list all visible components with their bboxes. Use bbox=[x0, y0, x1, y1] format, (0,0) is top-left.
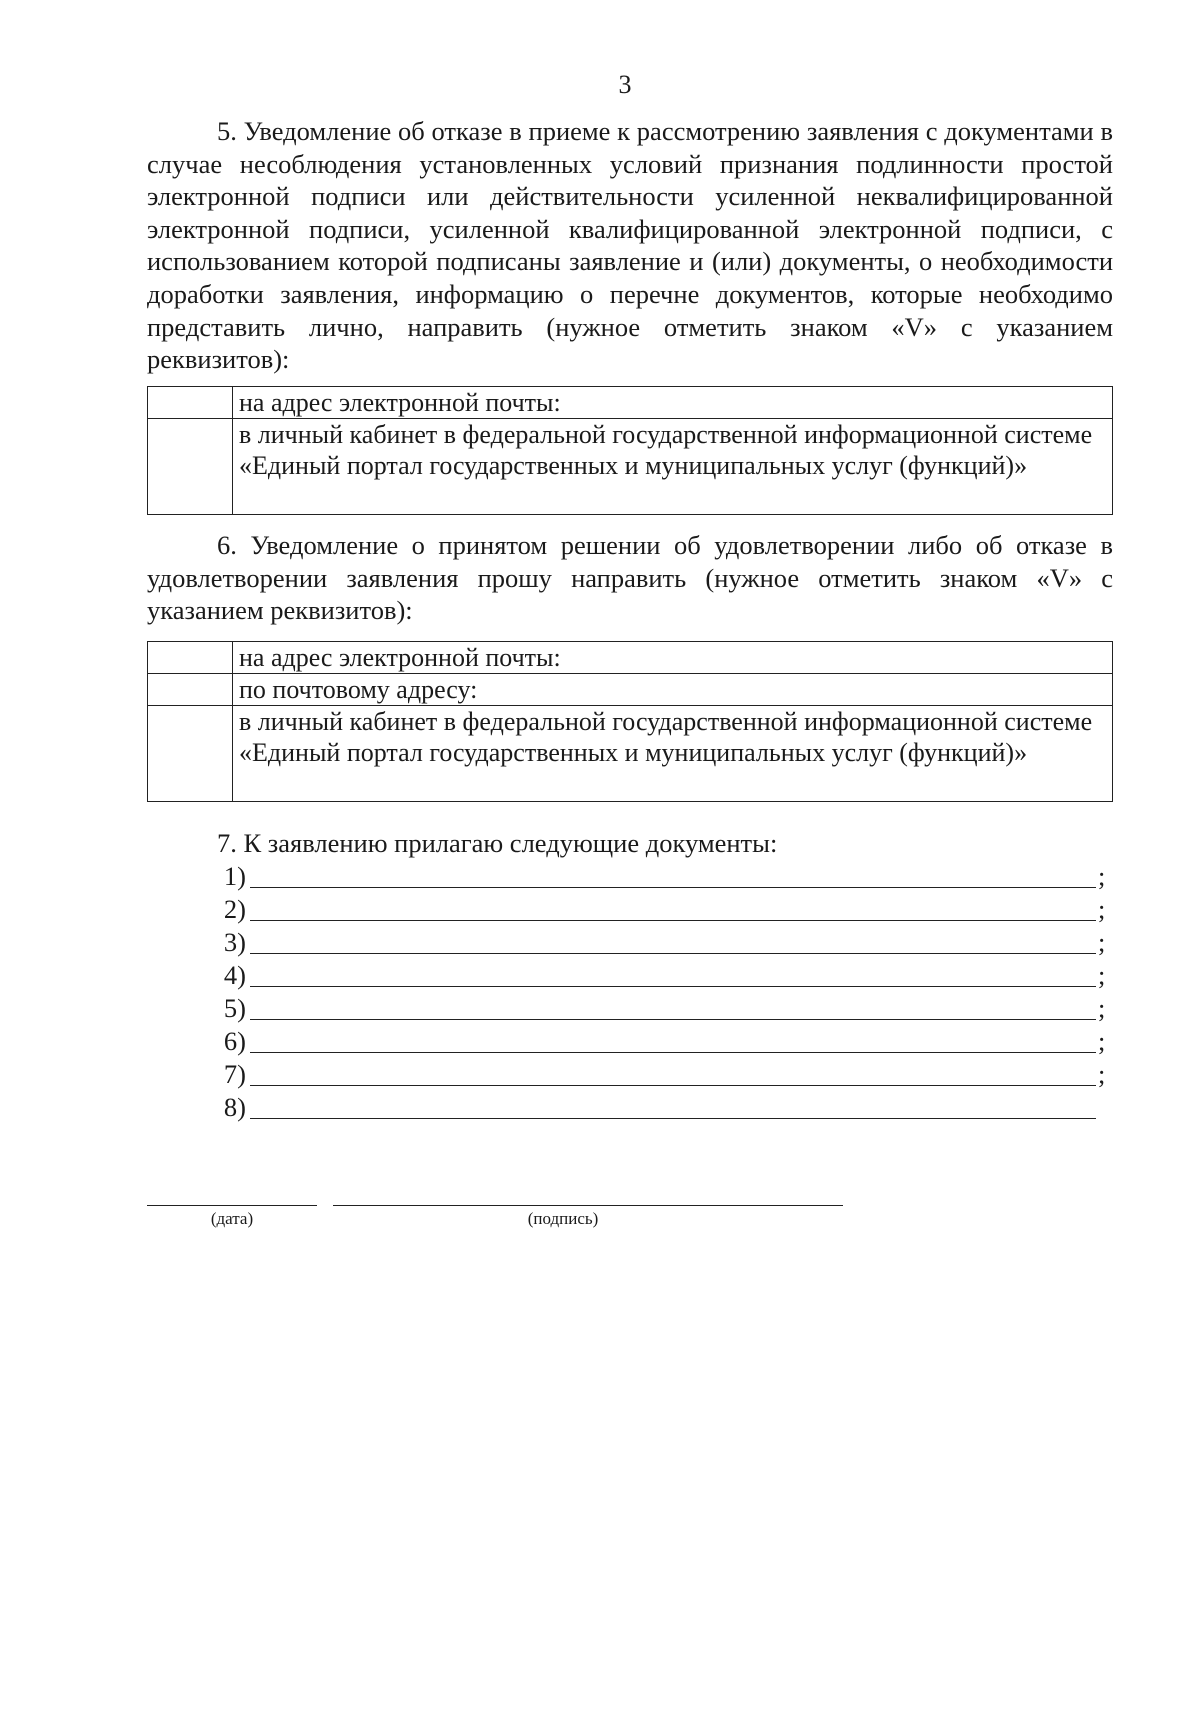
section-6-options-table bbox=[147, 641, 1113, 802]
attachment-input-line[interactable] bbox=[250, 1019, 1096, 1020]
section-7-heading: 7. К заявлению прилагаю следующие документы: bbox=[217, 828, 778, 858]
checkbox-cell-email[interactable] bbox=[148, 642, 233, 674]
attachment-input-line[interactable] bbox=[250, 1118, 1096, 1119]
option-label-email: на адрес электронной почты: bbox=[233, 387, 1113, 419]
table-row bbox=[148, 706, 1113, 802]
section-5-paragraph: 5. Уведомление об отказе в приеме к рассмотрению заявления с документами в случае несоблюдения установленных условий признания подлинности простой электронной подписи или действительности усиленной неквалифицированной электронной подписи, усиленной квалифицированной электронной подписи, с использованием которой подписаны заявление и (или) документы, о необходимости доработки заявления, информацию о перечне документов, которые необходимо представить лично, направить (нужное отметить знаком «V» с указанием реквизитов): bbox=[147, 116, 1113, 375]
signature-input-line[interactable] bbox=[333, 1205, 843, 1206]
attachment-number: 5) bbox=[223, 993, 246, 1023]
option-label-email: на адрес электронной почты: bbox=[233, 642, 1113, 674]
attachment-line-4 bbox=[210, 959, 1110, 991]
attachment-line-6 bbox=[210, 1025, 1110, 1057]
attachment-input-line[interactable] bbox=[250, 1052, 1096, 1053]
attachment-number: 3) bbox=[223, 927, 246, 957]
table-row bbox=[148, 642, 1113, 674]
attachment-line-3 bbox=[210, 926, 1110, 958]
option-label-portal: в личный кабинет в федеральной государственной информационной системе «Единый портал государственных и муниципальных услуг (функций)» bbox=[233, 706, 1113, 802]
attachment-terminator: ; bbox=[1098, 1026, 1106, 1056]
date-caption: (дата) bbox=[210, 1209, 254, 1228]
attachment-number: 8) bbox=[223, 1092, 246, 1122]
attachment-terminator: ; bbox=[1098, 1059, 1106, 1089]
option-label-portal: в личный кабинет в федеральной государственной информационной системе «Единый портал государственных и муниципальных услуг (функций)» bbox=[233, 419, 1113, 515]
attachment-terminator: ; bbox=[1098, 993, 1106, 1023]
checkbox-cell-portal[interactable] bbox=[148, 706, 233, 802]
attachment-line-7 bbox=[210, 1058, 1110, 1090]
table-row bbox=[148, 674, 1113, 706]
attachment-line-2 bbox=[210, 893, 1110, 925]
section-6-paragraph: 6. Уведомление о принятом решении об удовлетворении либо об отказе в удовлетворении заявления прошу направить (нужное отметить знаком «V» с указанием реквизитов): bbox=[147, 530, 1113, 626]
option-label-post: по почтовому адресу: bbox=[233, 674, 1113, 706]
attachment-terminator: ; bbox=[1098, 861, 1106, 891]
attachment-input-line[interactable] bbox=[250, 887, 1096, 888]
attachment-input-line[interactable] bbox=[250, 953, 1096, 954]
attachment-number: 7) bbox=[223, 1059, 246, 1089]
attachment-input-line[interactable] bbox=[250, 920, 1096, 921]
signature-caption: (подпись) bbox=[527, 1209, 599, 1228]
page-number: 3 bbox=[618, 70, 632, 99]
attachment-number: 1) bbox=[223, 861, 246, 891]
table-row bbox=[148, 419, 1113, 515]
attachment-number: 4) bbox=[223, 960, 246, 990]
date-input-line[interactable] bbox=[147, 1205, 317, 1206]
attachment-terminator: ; bbox=[1098, 927, 1106, 957]
attachment-terminator: ; bbox=[1098, 960, 1106, 990]
checkbox-cell-portal[interactable] bbox=[148, 419, 233, 515]
checkbox-cell-email[interactable] bbox=[148, 387, 233, 419]
attachment-line-5 bbox=[210, 992, 1110, 1024]
attachment-terminator: ; bbox=[1098, 894, 1106, 924]
attachment-line-8 bbox=[210, 1091, 1110, 1123]
attachment-line-1 bbox=[210, 860, 1110, 892]
checkbox-cell-post[interactable] bbox=[148, 674, 233, 706]
attachment-number: 2) bbox=[223, 894, 246, 924]
attachment-input-line[interactable] bbox=[250, 986, 1096, 987]
attachment-number: 6) bbox=[223, 1026, 246, 1056]
section-5-options-table bbox=[147, 386, 1113, 515]
table-row bbox=[148, 387, 1113, 419]
attachment-input-line[interactable] bbox=[250, 1085, 1096, 1086]
